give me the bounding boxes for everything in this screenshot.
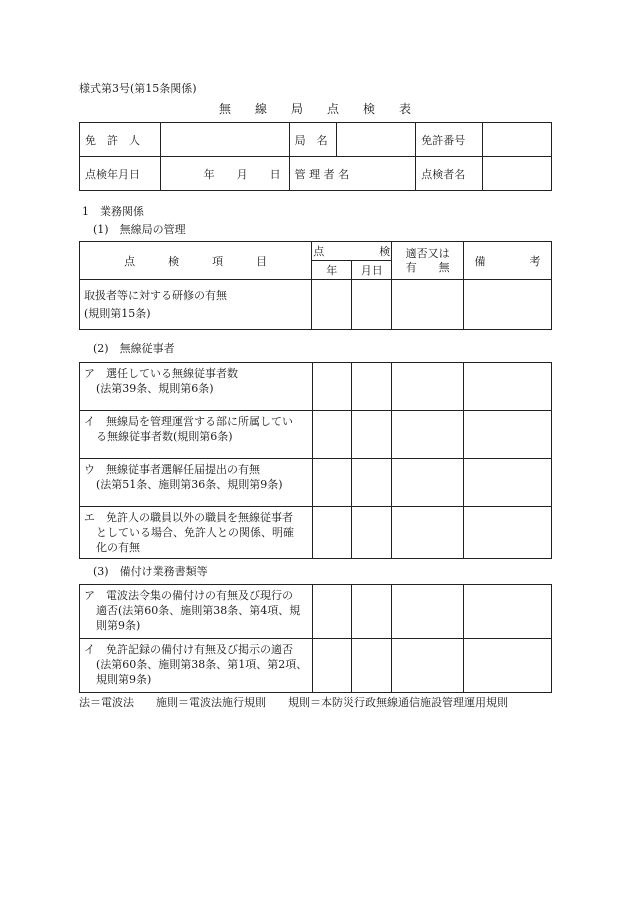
section1-sub3-title: (3) 備付け業務書類等 [93, 565, 208, 578]
header-table [79, 122, 552, 191]
result-field[interactable] [392, 507, 464, 559]
table-row [80, 363, 552, 411]
table-row [80, 639, 552, 693]
form-reference: 様式第3号(第15条関係) [79, 82, 197, 95]
year-field[interactable] [312, 639, 352, 693]
monthday-field[interactable] [352, 585, 392, 639]
management-table [79, 241, 552, 330]
section1-sub1-title: (1) 無線局の管理 [93, 223, 186, 236]
monthday-field[interactable] [352, 639, 392, 693]
item-cell: イ 無線局を管理運営する部に所属してい る無線従事者数(規則第6条) [80, 411, 313, 459]
item-cell: 取扱者等に対する研修の有無 (規則第15条) [80, 280, 312, 330]
station-name-field[interactable] [336, 123, 416, 157]
documents-table [79, 584, 552, 693]
remarks-field[interactable] [464, 639, 552, 693]
section1-sub2-title: (2) 無線従事者 [93, 342, 175, 355]
station-name-label: 局 名 [289, 123, 336, 157]
inspection-date-label: 点検年月日 [80, 157, 161, 191]
inspector-field[interactable] [483, 157, 552, 191]
remarks-field[interactable] [464, 363, 552, 411]
col-year-header: 年 [312, 261, 352, 280]
year-field[interactable] [312, 585, 352, 639]
result-field[interactable] [392, 639, 464, 693]
year-field[interactable] [312, 459, 352, 507]
table-row [80, 459, 552, 507]
licensee-label: 免 許 人 [80, 123, 161, 157]
manager-label: 管 理 者 名 [289, 157, 416, 191]
result-field[interactable] [392, 585, 464, 639]
operators-table [79, 362, 552, 559]
item-cell: ア 選任している無線従事者数 (法第39条、規則第6条) [80, 363, 313, 411]
license-number-field[interactable] [483, 123, 552, 157]
col-remarks-header: 備 考 [464, 242, 552, 280]
table-row [80, 280, 552, 330]
page-title: 無 線 局 点 検 表 [218, 102, 411, 116]
remarks-field[interactable] [464, 459, 552, 507]
monthday-field[interactable] [352, 459, 392, 507]
col-monthday-header: 月日 [352, 261, 392, 280]
monthday-field[interactable] [352, 280, 392, 330]
inspection-date-field[interactable]: 年 月 日 [160, 157, 289, 191]
year-field[interactable] [312, 411, 352, 459]
year-field[interactable] [312, 507, 352, 559]
table-row [80, 585, 552, 639]
item-cell: イ 免許記録の備付け有無及び掲示の適否 (法第60条、施則第38条、第1項、第2項、 規則第9条) [80, 639, 313, 693]
licensee-field[interactable] [160, 123, 289, 157]
year-field[interactable] [312, 363, 352, 411]
inspector-label: 点検者名 [416, 157, 483, 191]
result-field[interactable] [392, 363, 464, 411]
footnote: 法＝電波法 施則＝電波法施行規則 規則＝本防災行政無線通信施設管理運用規則 [79, 696, 508, 709]
item-cell: ア 電波法令集の備付けの有無及び現行の 適否(法第60条、施則第38条、第4項、規 則第9条) [80, 585, 313, 639]
section1-title: 1 業務関係 [82, 205, 144, 218]
result-field[interactable] [392, 411, 464, 459]
col-inspect-header: 点 検 [312, 242, 392, 261]
remarks-field[interactable] [464, 585, 552, 639]
item-cell: ウ 無線従事者選解任届提出の有無 (法第51条、施則第36条、規則第9条) [80, 459, 313, 507]
remarks-field[interactable] [464, 280, 552, 330]
result-field[interactable] [392, 459, 464, 507]
monthday-field[interactable] [352, 363, 392, 411]
item-cell: エ 免許人の職員以外の職員を無線従事者 としている場合、免許人との関係、明確 化の有無 [80, 507, 313, 559]
remarks-field[interactable] [464, 507, 552, 559]
monthday-field[interactable] [352, 507, 392, 559]
table-row [80, 507, 552, 559]
license-number-label: 免許番号 [416, 123, 483, 157]
result-field[interactable] [392, 280, 464, 330]
col-item-header: 点 検 項 目 [80, 242, 312, 280]
year-field[interactable] [312, 280, 352, 330]
remarks-field[interactable] [464, 411, 552, 459]
monthday-field[interactable] [352, 411, 392, 459]
col-result-header: 適否又は 有 無 [392, 242, 464, 280]
table-row [80, 411, 552, 459]
